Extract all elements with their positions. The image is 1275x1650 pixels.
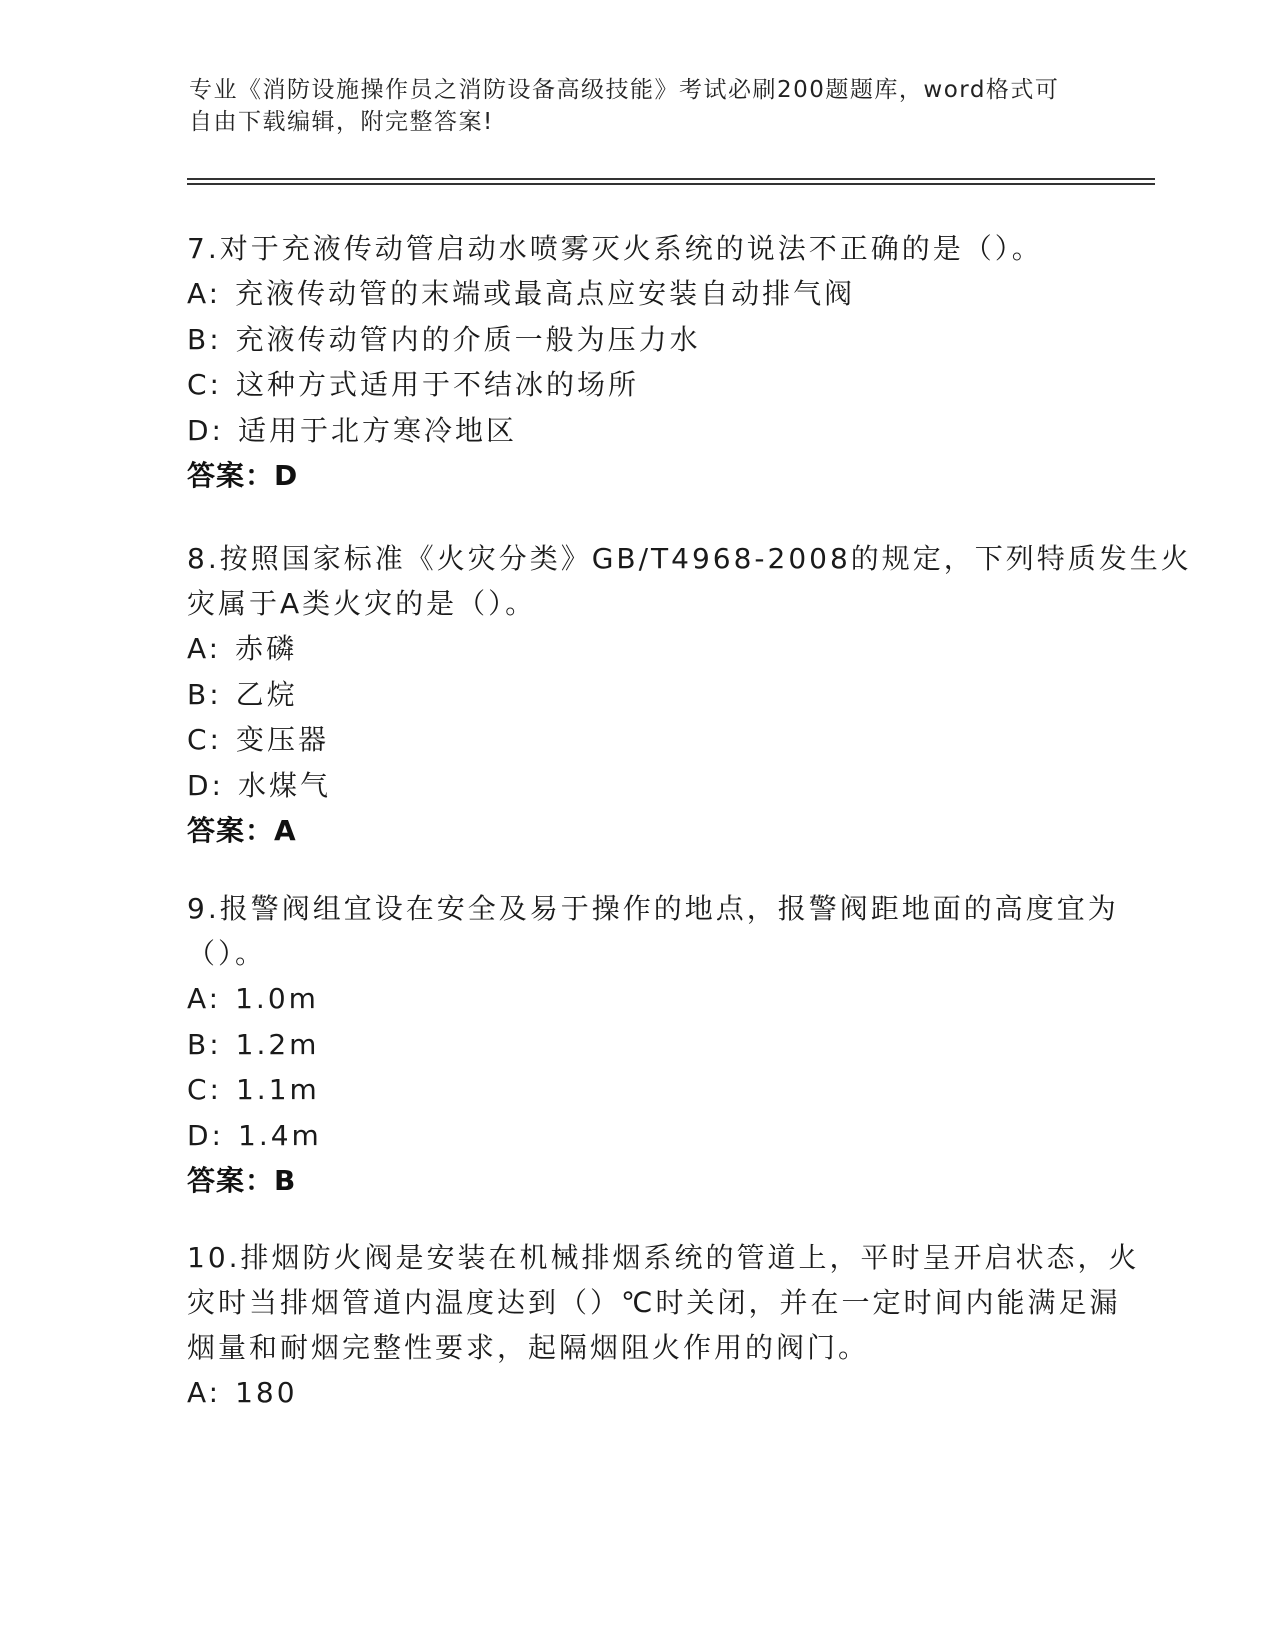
option-text: 1.1m — [235, 1073, 320, 1106]
question-stem-line: 8.按照国家标准《火灾分类》GB/T4968-2008的规定，下列特质发生火 — [187, 542, 1192, 575]
answer-label: 答案： — [187, 459, 275, 492]
question-stem — [187, 1235, 1140, 1370]
question-stem-line: 10.排烟防火阀是安装在机械排烟系统的管道上，平时呈开启状态，火 — [187, 1241, 1140, 1274]
answer-line — [187, 453, 1087, 498]
answer-line — [187, 1158, 1087, 1203]
option-d — [187, 408, 1087, 454]
option-b — [187, 317, 1087, 363]
option-text: 适用于北方寒冷地区 — [238, 413, 518, 447]
header-line-1: 专业《消防设施操作员之消防设备高级技能》考试必刷200题题库，word格式可 — [189, 77, 1060, 103]
option-a — [187, 976, 1087, 1022]
option-b — [187, 672, 1087, 718]
option-letter: A: — [187, 632, 222, 665]
option-text: 180 — [235, 1376, 298, 1409]
option-letter: A: — [187, 1376, 222, 1409]
option-d — [187, 1113, 1087, 1159]
document-header — [189, 74, 1069, 138]
question-stem — [187, 536, 1192, 626]
question-stem-line: 灾属于A类火灾的是（）。 — [187, 587, 537, 620]
question-stem-line: 9.报警阀组宜设在安全及易于操作的地点，报警阀距地面的高度宜为 — [187, 892, 1119, 925]
question-9 — [187, 886, 1119, 1203]
option-letter: B: — [187, 677, 222, 711]
option-text: 充液传动管内的介质一般为压力水 — [235, 322, 701, 356]
answer-label: 答案： — [187, 814, 275, 847]
option-letter: D: — [187, 1118, 224, 1152]
option-text: 1.2m — [235, 1027, 320, 1061]
option-text: 这种方式适用于不结冰的场所 — [235, 368, 639, 401]
question-stem-line: （）。 — [187, 937, 267, 970]
option-letter: C: — [187, 368, 222, 401]
answer-label: 答案： — [187, 1164, 275, 1197]
option-d — [187, 763, 1087, 809]
option-letter: C: — [187, 1073, 222, 1106]
option-a — [187, 271, 1087, 317]
header-divider-bottom — [187, 183, 1155, 185]
option-letter: C: — [187, 723, 222, 756]
question-stem — [187, 226, 1087, 271]
option-text: 乙烷 — [235, 677, 298, 711]
option-c — [187, 1067, 1087, 1113]
option-letter: A: — [187, 982, 222, 1015]
option-a — [187, 1370, 1087, 1416]
option-text: 赤磷 — [235, 632, 298, 665]
option-letter: A: — [187, 277, 222, 310]
question-stem-line: 灾时当排烟管道内温度达到（）℃时关闭，并在一定时间内能满足漏 — [187, 1286, 1121, 1319]
option-text: 变压器 — [235, 723, 329, 756]
question-10 — [187, 1235, 1140, 1416]
answer-line — [187, 808, 1087, 853]
header-line-2: 自由下载编辑，附完整答案! — [189, 109, 494, 135]
answer-value: D — [274, 459, 298, 492]
option-letter: D: — [187, 768, 224, 802]
option-letter: D: — [187, 413, 224, 447]
option-text: 水煤气 — [238, 768, 332, 802]
option-letter: B: — [187, 1027, 222, 1061]
option-text: 1.0m — [235, 982, 319, 1015]
option-text: 1.4m — [238, 1118, 322, 1152]
option-a — [187, 626, 1087, 672]
option-letter: B: — [187, 322, 222, 356]
answer-value: A — [274, 814, 296, 847]
option-c — [187, 717, 1087, 763]
option-text: 充液传动管的末端或最高点应安装自动排气阀 — [235, 277, 856, 310]
question-stem-line: 7.对于充液传动管启动水喷雾灭火系统的说法不正确的是（）。 — [187, 232, 1043, 265]
question-stem-line: 烟量和耐烟完整性要求，起隔烟阻火作用的阀门。 — [187, 1331, 870, 1364]
question-stem — [187, 886, 1119, 976]
option-c — [187, 362, 1087, 408]
option-b — [187, 1022, 1087, 1068]
question-8 — [187, 536, 1192, 853]
question-7 — [187, 226, 1087, 498]
answer-value: B — [274, 1164, 296, 1197]
header-divider-top — [187, 178, 1155, 180]
